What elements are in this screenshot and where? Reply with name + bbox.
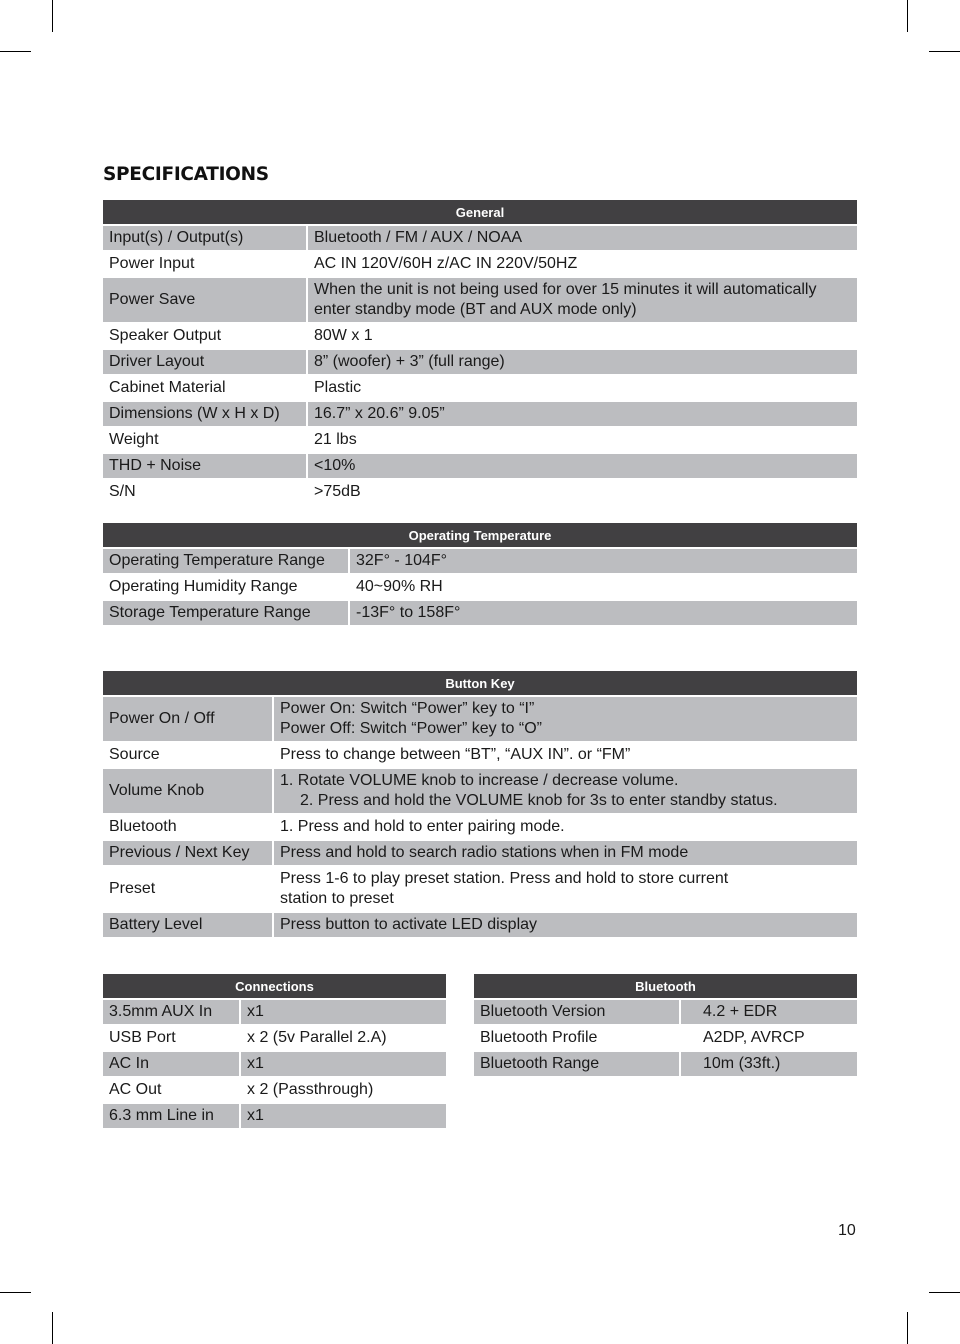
- general-table: [103, 200, 857, 506]
- spec-value: Press button to activate LED display: [274, 913, 857, 939]
- table-row: [103, 278, 857, 324]
- spec-value: 40~90% RH: [350, 575, 857, 601]
- operating-temperature-header: Operating Temperature: [103, 523, 857, 549]
- spec-label: Weight: [103, 428, 308, 454]
- spec-value: x1: [241, 1052, 446, 1078]
- spec-label: Bluetooth Range: [474, 1052, 681, 1078]
- spec-value-line: Power Off: Switch “Power” key to “O”: [280, 720, 542, 737]
- bluetooth-table: [474, 974, 857, 1078]
- spec-label: Storage Temperature Range: [103, 601, 350, 627]
- spec-value: 80W x 1: [308, 324, 857, 350]
- spec-label: AC In: [103, 1052, 241, 1078]
- spec-value: Press to change between “BT”, “AUX IN”. or “FM”: [274, 743, 857, 769]
- table-row: [474, 1000, 857, 1026]
- table-row: [103, 1000, 446, 1026]
- table-row: [103, 743, 857, 769]
- button-key-header: Button Key: [103, 671, 857, 697]
- operating-temperature-table: [103, 523, 857, 627]
- table-row: [103, 428, 857, 454]
- table-row: [103, 454, 857, 480]
- spec-label: Bluetooth Profile: [474, 1026, 681, 1052]
- connections-table: [103, 974, 446, 1130]
- spec-label: Volume Knob: [103, 769, 274, 815]
- spec-label: Driver Layout: [103, 350, 308, 376]
- spec-value: 16.7” x 20.6” 9.05”: [308, 402, 857, 428]
- spec-value: x1: [241, 1104, 446, 1130]
- table-row: [103, 841, 857, 867]
- spec-value: AC IN 120V/60H z/AC IN 220V/50HZ: [308, 252, 857, 278]
- table-row: [103, 697, 857, 743]
- spec-value: x1: [241, 1000, 446, 1026]
- spec-value: x 2 (Passthrough): [241, 1078, 446, 1104]
- connections-header: Connections: [103, 974, 446, 1000]
- spec-value: [274, 867, 857, 913]
- spec-value: [274, 769, 857, 815]
- table-row: [474, 1026, 857, 1052]
- spec-label: Cabinet Material: [103, 376, 308, 402]
- table-row: [103, 769, 857, 815]
- spec-value-line: station to preset: [280, 890, 394, 907]
- bluetooth-header: Bluetooth: [474, 974, 857, 1000]
- table-row: [103, 350, 857, 376]
- crop-mark: [929, 51, 960, 52]
- spec-label: Preset: [103, 867, 274, 913]
- spec-label: Power Input: [103, 252, 308, 278]
- spec-value: 8” (woofer) + 3” (full range): [308, 350, 857, 376]
- spec-value: [274, 697, 857, 743]
- table-row: [103, 1078, 446, 1104]
- spec-value: x 2 (5v Parallel 2.A): [241, 1026, 446, 1052]
- spec-label: S/N: [103, 480, 308, 506]
- spec-value: 21 lbs: [308, 428, 857, 454]
- spec-label: THD + Noise: [103, 454, 308, 480]
- spec-value: >75dB: [308, 480, 857, 506]
- table-row: [103, 402, 857, 428]
- table-row: [103, 549, 857, 575]
- spec-value: A2DP, AVRCP: [681, 1026, 857, 1052]
- crop-mark: [0, 51, 31, 52]
- table-row: [103, 226, 857, 252]
- spec-label: Bluetooth Version: [474, 1000, 681, 1026]
- spec-value: 4.2 + EDR: [681, 1000, 857, 1026]
- spec-value: Plastic: [308, 376, 857, 402]
- spec-label: 6.3 mm Line in: [103, 1104, 241, 1130]
- spec-value: Press and hold to search radio stations when in FM mode: [274, 841, 857, 867]
- spec-label: Power Save: [103, 278, 308, 324]
- table-row: [103, 252, 857, 278]
- table-row: [103, 601, 857, 627]
- spec-label: Speaker Output: [103, 324, 308, 350]
- table-row: [103, 575, 857, 601]
- spec-value: Bluetooth / FM / AUX / NOAA: [308, 226, 857, 252]
- spec-label: Operating Humidity Range: [103, 575, 350, 601]
- crop-mark: [0, 1292, 31, 1293]
- spec-label: Previous / Next Key: [103, 841, 274, 867]
- spec-label: Input(s) / Output(s): [103, 226, 308, 252]
- table-row: [103, 1104, 446, 1130]
- spec-label: USB Port: [103, 1026, 241, 1052]
- table-row: [103, 324, 857, 350]
- table-row: [474, 1052, 857, 1078]
- spec-value: -13F° to 158F°: [350, 601, 857, 627]
- spec-label: Battery Level: [103, 913, 274, 939]
- crop-mark: [52, 1312, 53, 1344]
- table-row: [103, 867, 857, 913]
- spec-label: 3.5mm AUX In: [103, 1000, 241, 1026]
- table-row: [103, 1052, 446, 1078]
- crop-mark: [52, 0, 53, 32]
- spec-value-line: 1. Rotate VOLUME knob to increase / decrease volume.: [280, 772, 679, 789]
- table-row: [103, 376, 857, 402]
- spec-value-line: 2. Press and hold the VOLUME knob for 3s to enter standby status.: [300, 792, 778, 809]
- spec-value-line: When the unit is not being used for over 15 minutes it will automatically: [314, 281, 817, 298]
- general-header: General: [103, 200, 857, 226]
- button-key-table: [103, 671, 857, 939]
- spec-value: 10m (33ft.): [681, 1052, 857, 1078]
- spec-label: AC Out: [103, 1078, 241, 1104]
- spec-label: Bluetooth: [103, 815, 274, 841]
- spec-label: Operating Temperature Range: [103, 549, 350, 575]
- spec-label: Source: [103, 743, 274, 769]
- table-row: [103, 913, 857, 939]
- page-title: SPECIFICATIONS: [103, 164, 269, 185]
- crop-mark: [907, 0, 908, 32]
- spec-value-line: Press 1-6 to play preset station. Press and hold to store current: [280, 870, 729, 887]
- spec-value: <10%: [308, 454, 857, 480]
- table-row: [103, 480, 857, 506]
- spec-value: 1. Press and hold to enter pairing mode.: [274, 815, 857, 841]
- spec-value-line: Power On: Switch “Power” key to “I”: [280, 700, 535, 717]
- spec-label: Dimensions (W x H x D): [103, 402, 308, 428]
- spec-label: Power On / Off: [103, 697, 274, 743]
- table-row: [103, 1026, 446, 1052]
- table-row: [103, 815, 857, 841]
- spec-value: [308, 278, 857, 324]
- page-number: 10: [838, 1222, 856, 1239]
- crop-mark: [907, 1312, 908, 1344]
- spec-value-line: enter standby mode (BT and AUX mode only): [314, 301, 637, 318]
- spec-value: 32F° - 104F°: [350, 549, 857, 575]
- crop-mark: [929, 1292, 960, 1293]
